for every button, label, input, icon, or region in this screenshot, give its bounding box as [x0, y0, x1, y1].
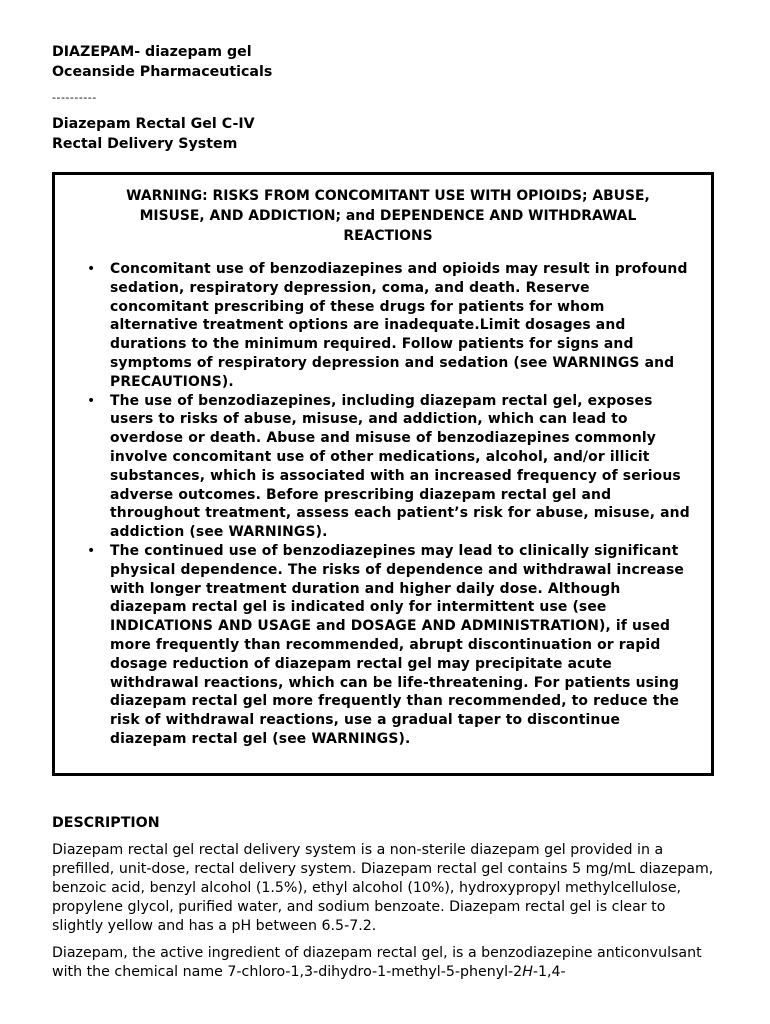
- boxed-warning-list: [85, 260, 691, 749]
- boxed-warning-item-text: The continued use of benzodiazepines may lead to clinically significant physical dependence. The risks of dependence and withdrawal increase with longer treatment duration and higher daily dose. Although diazepam rectal gel is indicated only for intermittent use (see INDICATIONS AND USAGE and DOSAGE AND ADMINISTRATION), if used more frequently than recommended, abrupt discontinuation or rapid dosage reduction of diazepam rectal gel may precipitate acute withdrawal reactions, which can be life-threatening. For patients using diazepam rectal gel more frequently than recommended, to reduce the risk of withdrawal reactions, use a gradual taper to discontinue diazepam rectal gel (see WARNINGS).: [110, 542, 684, 747]
- boxed-warning-item: [85, 542, 691, 749]
- document-title: Diazepam Rectal Gel C-IV: [52, 116, 255, 132]
- bullet-icon: •: [87, 542, 96, 559]
- boxed-warning-item-text: The use of benzodiazepines, including diazepam rectal gel, exposes users to risks of abuse, misuse, and addiction, which can lead to overdose or death. Abuse and misuse of benzodiazepines commonly involve concomitant use of other medications, alcohol, and/or illicit substances, which is associated with an increased frequency of serious adverse outcomes. Before prescribing diazepam rectal gel and throughout treatment, assess each patient’s risk for abuse, misuse, and addiction (see WARNINGS).: [110, 392, 690, 541]
- document-subtitle: Rectal Delivery System: [52, 136, 238, 152]
- description-paragraph: [52, 944, 720, 982]
- separator-line: ----------: [52, 91, 97, 104]
- description-paragraph: Diazepam rectal gel rectal delivery system is a non-sterile diazepam gel provided in a prefilled, unit-dose, rectal delivery system. Diazepam rectal gel contains 5 mg/mL diazepam, benzoic acid, benzyl alcohol (1.5%), ethyl alcohol (10%), hydroxypropyl methylcellulose, propylene glycol, purified water, and sodium benzoate. Diazepam rectal gel is clear to slightly yellow and has a pH between 6.5-7.2.: [52, 842, 714, 934]
- boxed-warning-title: WARNING: RISKS FROM CONCOMITANT USE WITH OPIOIDS; ABUSE, MISUSE, AND ADDICTION; and DEPENDENCE AND WITHDRAWAL REACTIONS: [126, 188, 650, 244]
- boxed-warning-item: [85, 260, 691, 392]
- paragraph-text: Diazepam, the active ingredient of diazepam rectal gel, is a benzodiazepine anticonvulsant with the chemical name 7-chloro-1,3-dihydro-1-methyl-5-phenyl-2: [52, 945, 702, 980]
- paragraph-italic-text: H: [522, 964, 533, 980]
- manufacturer-name: Oceanside Pharmaceuticals: [52, 64, 273, 80]
- boxed-warning: [52, 172, 714, 776]
- label-document: [52, 42, 720, 990]
- bullet-icon: •: [87, 261, 96, 277]
- paragraph-text: -1,4-: [532, 964, 566, 980]
- product-line: DIAZEPAM- diazepam gel: [52, 44, 252, 60]
- boxed-warning-item: [85, 392, 691, 542]
- boxed-warning-item-text: Concomitant use of benzodiazepines and opioids may result in profound sedation, respiratory depression, coma, and death. Reserve concomitant prescribing of these drugs for patients for whom alternative treatment options are inadequate.Limit dosages and durations to the minimum required. Follow patients for signs and symptoms of respiratory depression and sedation (see WARNINGS and PRECAUTIONS).: [110, 261, 688, 390]
- bullet-icon: •: [87, 392, 96, 409]
- section-heading-description: DESCRIPTION: [52, 815, 160, 831]
